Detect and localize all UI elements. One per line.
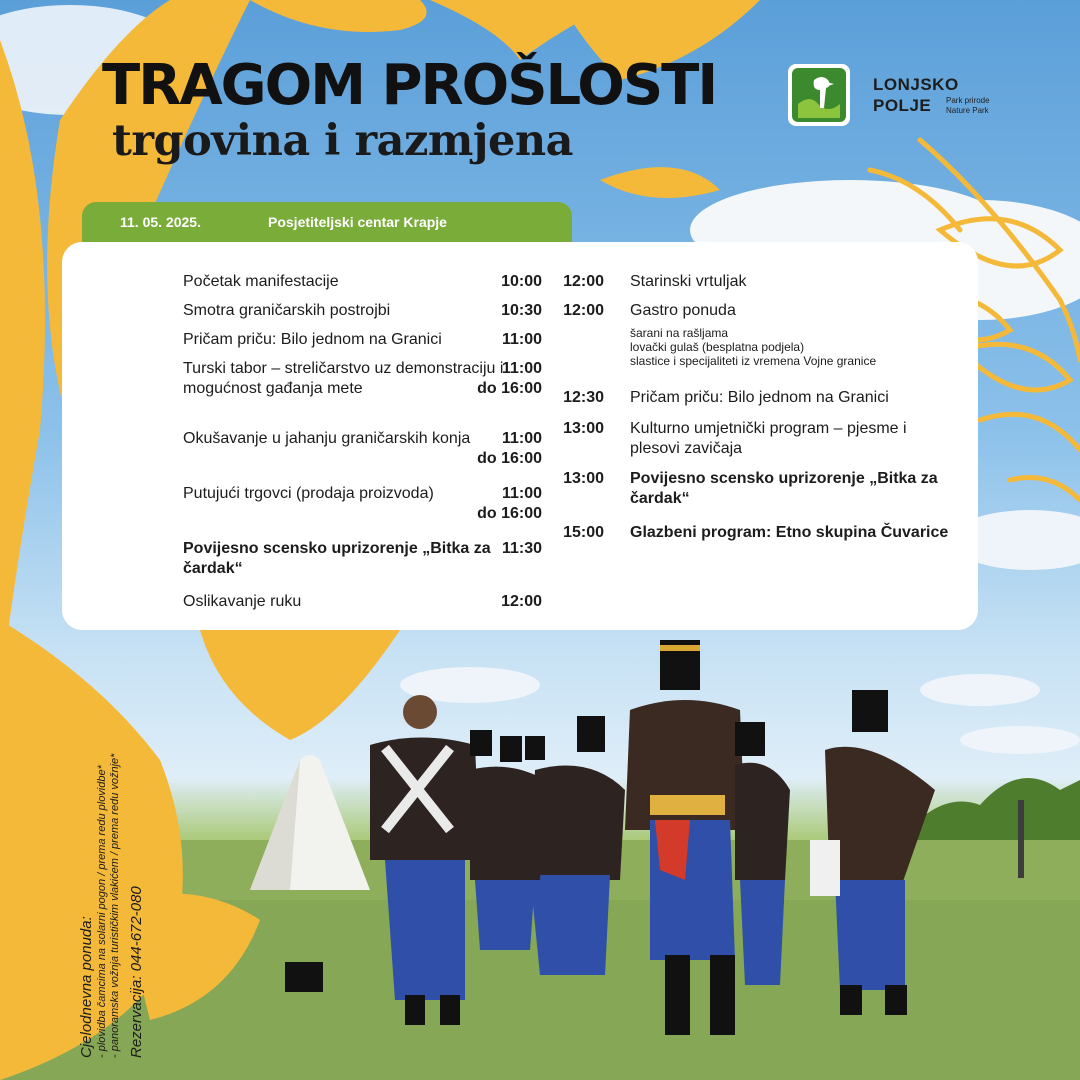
schedule-time: 12:00 bbox=[501, 593, 542, 610]
schedule-time: 12:00 bbox=[563, 302, 604, 319]
event-location: Posjetiteljski centar Krapje bbox=[268, 214, 447, 230]
schedule-text: Turski tabor – streličarstvo uz demonstraciju i mogućnost gađanja mete bbox=[183, 360, 504, 397]
park-name-line2: POLJE bbox=[873, 96, 932, 115]
park-name-line1: LONJSKO bbox=[873, 75, 959, 94]
park-subtitle-line2: Nature Park bbox=[946, 106, 989, 115]
schedule-time: 15:00 bbox=[563, 524, 604, 541]
schedule-text: Povijesno scensko uprizorenje „Bitka za čardak“ bbox=[630, 470, 938, 507]
park-subtitle bbox=[946, 96, 990, 116]
event-title: TRAGOM PROŠLOSTI bbox=[102, 53, 717, 118]
schedule-text: Povijesno scensko uprizorenje „Bitka za čardak“ bbox=[183, 540, 491, 577]
schedule-time: 11:00 bbox=[501, 331, 542, 348]
offer-line: - panoramska vožnja turističkim vlakićem / prema redu vožnje* bbox=[109, 753, 121, 1058]
schedule-time: 13:00 bbox=[563, 470, 604, 487]
schedule-text: Pričam priču: Bilo jednom na Granici bbox=[630, 389, 889, 406]
gastro-detail: šarani na rašljama bbox=[630, 326, 729, 340]
date-location-bar bbox=[82, 202, 572, 242]
schedule-time: 11:00 do 16:00 bbox=[477, 360, 542, 397]
schedule-text: Starinski vrtuljak bbox=[630, 273, 747, 290]
schedule-card bbox=[62, 242, 978, 630]
schedule-text: Smotra graničarskih postrojbi bbox=[183, 302, 391, 319]
schedule-text: Okušavanje u jahanju graničarskih konja bbox=[183, 430, 471, 447]
gastro-detail: lovački gulaš (besplatna podjela) bbox=[630, 340, 805, 354]
schedule-time: 12:30 bbox=[563, 389, 604, 406]
event-date: 11. 05. 2025. bbox=[120, 214, 201, 230]
offer-title: Cjelodnevna ponuda: bbox=[78, 916, 95, 1058]
schedule-text: Putujući trgovci (prodaja proizvoda) bbox=[183, 485, 434, 502]
park-subtitle-line1: Park prirode bbox=[946, 96, 990, 105]
schedule-time: 13:00 bbox=[563, 420, 604, 437]
footer-info bbox=[78, 754, 146, 1058]
schedule-time: 10:00 bbox=[501, 273, 542, 290]
schedule-text: Početak manifestacije bbox=[183, 273, 339, 290]
event-subtitle: trgovina i razmjena bbox=[112, 116, 573, 166]
schedule-text: Gastro ponuda bbox=[630, 302, 736, 319]
offer-line: - plovidba čamcima na solarni pogon / prema redu plovidbe* bbox=[96, 765, 108, 1058]
schedule-time: 11:00 do 16:00 bbox=[477, 485, 542, 522]
schedule-time: 11:30 bbox=[501, 540, 542, 557]
schedule-text: Glazbeni program: Etno skupina Čuvarice bbox=[630, 524, 949, 541]
schedule-text: Oslikavanje ruku bbox=[183, 593, 302, 610]
schedule-time: 10:30 bbox=[501, 302, 542, 319]
nature-park-logo-icon bbox=[788, 64, 850, 126]
schedule-time: 11:00 do 16:00 bbox=[477, 430, 542, 467]
reservation-phone: Rezervacija: 044-672-080 bbox=[128, 886, 145, 1058]
schedule-text: Pričam priču: Bilo jednom na Granici bbox=[183, 331, 442, 348]
schedule-time: 12:00 bbox=[563, 273, 604, 290]
schedule-text: Kulturno umjetnički program – pjesme i plesovi zavičaja bbox=[630, 420, 907, 457]
gastro-detail: slastice i specijaliteti iz vremena Vojne granice bbox=[630, 354, 877, 368]
